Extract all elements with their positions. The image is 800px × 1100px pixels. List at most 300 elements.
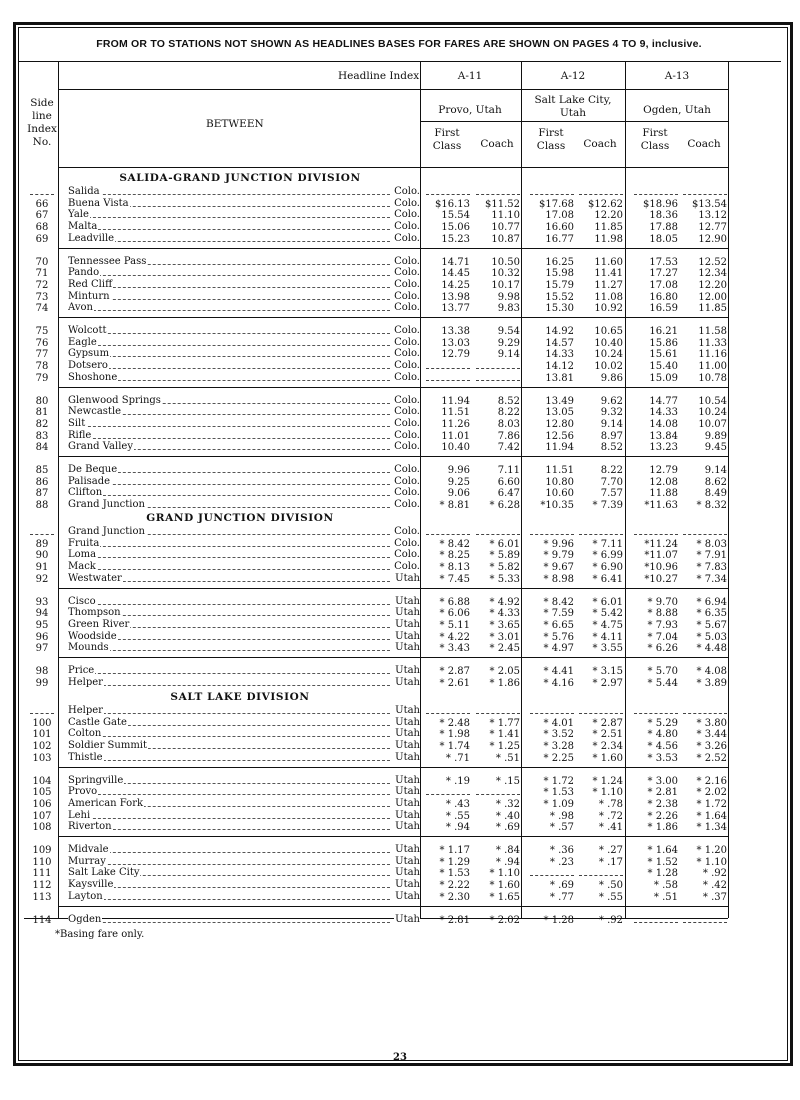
blank-fare-dash [426,713,470,714]
station-name: Mounds [68,642,109,654]
blank-index-dash [30,713,54,714]
station-row [68,395,420,406]
side-line-index: 79 [35,372,49,384]
blank-fare-dash [579,194,623,195]
block-rule [58,836,728,837]
station-state: Utah [395,867,420,879]
station-state: Utah [395,774,420,786]
first-class-fare: * 4.01 [543,717,574,729]
station-row [68,867,420,878]
station-name: Wolcott [68,325,107,336]
first-class-fare: 14.25 [441,279,470,291]
side-line-index: 102 [32,741,52,753]
first-class-fare: 16.25 [545,256,574,268]
coach-fare: 11.41 [594,268,623,280]
coach-fare: 9.14 [600,418,623,430]
leader-dots [68,852,390,853]
first-class-fare: * 2.25 [543,752,574,764]
first-class-fare: * 7.59 [543,608,574,620]
station-row [68,856,420,867]
station-name: Provo [68,786,98,798]
group-place-ogden: Ogden, Utah [643,104,711,116]
station-state: Colo. [394,336,420,348]
leader-dots [68,794,390,795]
coach-fare: * .51 [495,752,520,764]
coach-fare: * .40 [495,810,520,822]
blank-fare-dash [476,794,520,795]
coach-fare: * 2.05 [489,666,520,677]
station-state: Colo. [394,417,420,429]
coach-fare: * 3.01 [489,631,520,643]
side-line-index: 71 [35,268,49,280]
station-row [68,642,420,653]
first-class-fare: 16.77 [545,233,574,245]
side-line-index: 105 [32,787,52,799]
coach-fare: * 2.02 [696,787,727,799]
first-class-fare: * 6.88 [439,596,470,608]
first-class-fare: * .94 [445,822,470,834]
station-name: Glenwood Springs [68,394,161,406]
station-row [68,810,420,821]
station-row [68,891,420,902]
block-rule [58,588,728,589]
station-name: Loma [68,549,97,561]
coach-fare: * 4.75 [592,619,623,631]
first-class-label: First Class [432,127,462,152]
coach-fare: 11.60 [594,256,623,268]
first-class-fare: 14.33 [545,349,574,361]
station-name: Tennessee Pass [68,255,147,267]
coach-fare: * 6.90 [592,562,623,574]
coach-fare: 8.52 [497,395,520,407]
first-class-fare: * 1.17 [439,845,470,856]
leader-dots [68,495,390,496]
coach-fare: * 8.32 [696,500,727,512]
coach-fare: * 4.92 [489,596,520,608]
coach-fare: * .78 [598,798,623,810]
first-class-fare: * 1.86 [647,822,678,834]
coach-fare: * .55 [598,891,623,903]
block-rule [58,657,728,658]
blank-fare-dash [634,713,678,714]
station-name: Helper [68,676,103,688]
first-class-fare: * 8.98 [543,573,574,585]
coach-fare: * 1.65 [489,891,520,903]
station-name: Clifton [68,487,103,499]
side-line-index: 78 [35,361,49,373]
first-class-fare: * 2.48 [439,717,470,729]
side-line-index: 110 [32,856,52,868]
coach-fare: * 1.77 [489,717,520,729]
side-line-index: 82 [35,418,49,430]
first-class-fare: 12.79 [441,349,470,361]
first-class-fare: 13.81 [545,372,574,384]
leader-dots [68,736,390,737]
leader-dots [68,310,390,311]
blank-fare-dash [683,194,727,195]
station-row [68,879,420,890]
station-row [68,372,420,383]
coach-fare: * .27 [598,845,623,856]
first-class-fare: 17.27 [649,268,678,280]
coach-fare: * .17 [598,856,623,868]
station-state: Utah [395,740,420,752]
first-class-fare: * 3.28 [543,741,574,753]
station-name: Silt [68,417,86,429]
side-line-index: 87 [35,488,49,500]
coach-fare: 9.83 [497,303,520,315]
first-class-fare: * 1.29 [439,856,470,868]
leader-dots [68,604,390,605]
first-class-fare: * 1.53 [543,787,574,799]
coach-fare: * 6.01 [489,538,520,550]
coach-fare: 9.32 [600,407,623,419]
first-class-fare: * 6.65 [543,619,574,631]
first-class-fare: 16.60 [545,222,574,234]
station-state: Utah [395,809,420,821]
station-row [68,526,420,537]
first-class-fare: 13.38 [441,326,470,337]
station-state: Colo. [394,429,420,441]
station-state: Colo. [394,348,420,360]
first-class-fare: * 9.96 [543,538,574,550]
first-class-fare: 12.56 [545,430,574,442]
first-class-fare: 13.03 [441,337,470,349]
blank-fare-dash [426,534,470,535]
coach-fare: * 4.11 [592,631,623,643]
station-row [68,476,420,487]
first-class-fare: 15.09 [649,372,678,384]
first-class-fare: * 1.53 [439,868,470,880]
coach-fare: * 2.34 [592,741,623,753]
side-line-index: 106 [32,798,52,810]
coach-fare: 6.60 [497,476,520,488]
station-row [68,302,420,313]
first-class-fare: 15.79 [545,279,574,291]
side-line-index: 76 [35,337,49,349]
first-class-fare: * .55 [445,810,470,822]
first-class-fare: $16.13 [435,198,470,210]
station-row [68,705,420,716]
first-class-fare: 15.54 [441,210,470,222]
coach-fare: * 3.26 [696,741,727,753]
first-class-fare: * 2.87 [439,666,470,677]
station-state: Utah [395,642,420,654]
station-row [68,233,420,244]
station-row [68,198,420,209]
blank-fare-dash [530,713,574,714]
group-code-a13: A-13 [664,70,690,82]
station-state: Colo. [394,537,420,549]
station-name: Buena Vista [68,197,129,209]
station-name: Yale [68,209,89,221]
first-class-fare: 11.26 [441,418,470,430]
station-row [68,221,420,232]
station-row [68,596,420,607]
station-row [68,631,420,642]
coach-fare: 12.77 [698,222,727,234]
side-line-index: 85 [35,465,49,476]
first-class-fare: * 2.26 [647,810,678,822]
station-state: Colo. [394,371,420,383]
first-class-fare: * .19 [445,775,470,787]
first-class-fare: 15.98 [545,268,574,280]
block-rule [58,767,728,768]
station-state: Utah [395,595,420,607]
side-line-index: 67 [35,210,49,222]
coach-fare: * 1.60 [489,880,520,892]
station-row [68,325,420,336]
first-class-fare: * 2.81 [439,914,470,926]
coach-fare: 10.07 [698,418,727,430]
first-class-fare: * 4.97 [543,643,574,655]
coach-fare: 11.98 [594,233,623,245]
between-label: BETWEEN [206,118,264,130]
station-row [68,573,420,584]
coach-fare: 7.42 [497,442,520,454]
coach-fare: * .92 [702,868,727,880]
station-name: Springville [68,774,124,786]
division-title: SALIDA-GRAND JUNCTION DIVISION [119,172,361,184]
station-row [68,348,420,359]
station-name: Grand Junction [68,499,145,511]
leader-dots [68,569,390,570]
blank-fare-dash [634,922,678,923]
side-line-index: 98 [35,666,49,677]
first-class-fare: 14.77 [649,395,678,407]
first-class-fare: * 2.30 [439,891,470,903]
coach-fare: * 1.86 [489,677,520,689]
first-class-fare: 14.08 [649,418,678,430]
coach-fare: 8.52 [600,442,623,454]
station-name: Soldier Summit [68,740,148,752]
coach-fare: * .37 [702,891,727,903]
station-name: Price [68,665,95,676]
first-class-fare: * 1.28 [543,914,574,926]
first-class-fare: 16.59 [649,303,678,315]
coach-fare: 10.32 [491,268,520,280]
first-class-fare: 13.49 [545,395,574,407]
first-class-fare: 9.25 [447,476,470,488]
first-class-fare: * .98 [549,810,574,822]
coach-fare: 7.57 [600,488,623,500]
station-state: Colo. [394,561,420,573]
side-line-index: 91 [35,562,49,574]
first-class-fare: * .36 [549,845,574,856]
coach-fare: * 5.42 [592,608,623,620]
first-class-fare: 15.30 [545,303,574,315]
station-name: Cisco [68,595,96,607]
coach-fare: * .84 [495,845,520,856]
first-class-fare: 14.57 [545,337,574,349]
station-state: Utah [395,630,420,642]
station-row [68,538,420,549]
coach-fare: 10.78 [698,372,727,384]
coach-fare: * 3.55 [592,643,623,655]
blank-fare-dash [579,534,623,535]
coach-fare: * 1.64 [696,810,727,822]
coach-fare: * 3.89 [696,677,727,689]
station-row [68,337,420,348]
side-line-index: 93 [35,596,49,608]
station-state: Colo. [394,487,420,499]
side-line-index: 111 [32,868,52,880]
coach-fare: 12.34 [698,268,727,280]
blank-index-dash [30,194,54,195]
group-place-provo: Provo, Utah [438,104,502,116]
coach-fare: * 5.33 [489,573,520,585]
coach-fare: 6.47 [497,488,520,500]
group-code-a12: A-12 [560,70,586,82]
station-state: Colo. [394,290,420,302]
page-number: 23 [393,1052,407,1063]
station-name: Colton [68,728,102,740]
station-state: Colo. [394,267,420,279]
station-name: Pando [68,267,100,279]
first-class-fare: 17.08 [545,210,574,222]
side-line-index: 68 [35,222,49,234]
coach-fare: * 4.08 [696,666,727,677]
station-name: Thompson [68,607,121,619]
leader-dots [68,333,390,334]
first-class-fare: * .77 [549,891,574,903]
coach-label: Coach [583,138,617,150]
coach-fare: * 3.15 [592,666,623,677]
leader-dots [68,229,390,230]
blank-index-dash [30,534,54,535]
coach-fare: 7.70 [600,476,623,488]
coach-fare: * 1.10 [592,787,623,799]
station-state: Utah [395,572,420,584]
coach-fare: 10.92 [594,303,623,315]
coach-fare: * .32 [495,798,520,810]
station-row [68,291,420,302]
coach-fare: * 2.97 [592,677,623,689]
station-state: Colo. [394,255,420,267]
station-row [68,499,420,510]
station-row [68,717,420,728]
station-state: Colo. [394,360,420,372]
headline-index-label: Headline Index [338,70,420,82]
first-class-fare: * 6.06 [439,608,470,620]
first-class-fare: * 4.41 [543,666,574,677]
station-name: Salida [68,186,100,197]
division-title: GRAND JUNCTION DIVISION [146,512,334,524]
blank-fare-dash [530,534,574,535]
station-name: Westwater [68,572,122,584]
coach-fare: 10.54 [698,395,727,407]
station-row [68,844,420,855]
first-class-fare: * 3.52 [543,729,574,741]
coach-fare: 9.45 [704,442,727,454]
coach-fare: * 1.20 [696,845,727,856]
station-state: Utah [395,728,420,740]
first-class-fare: * .23 [549,856,574,868]
leader-dots [68,829,390,830]
station-state: Colo. [394,221,420,233]
coach-fare: * 1.10 [489,868,520,880]
coach-fare: * 5.67 [696,619,727,631]
side-line-index: 69 [35,233,49,245]
side-line-index: 88 [35,500,49,512]
leader-dots [68,217,390,218]
blank-fare-dash [426,368,470,369]
first-class-fare: 11.94 [441,395,470,407]
block-rule [58,906,728,907]
coach-fare: 12.20 [594,210,623,222]
coach-fare: 8.62 [704,476,727,488]
coach-fare: 10.24 [594,349,623,361]
coach-fare: 11.58 [698,326,727,337]
station-row [68,418,420,429]
station-row [68,728,420,739]
coach-fare: 9.86 [600,372,623,384]
station-name: Kaysville [68,879,114,891]
coach-fare: 11.08 [594,291,623,303]
leader-dots [68,887,390,888]
station-name: Woodside [68,630,117,642]
station-row [68,549,420,560]
leader-dots [68,241,390,242]
station-state: Colo. [394,302,420,314]
station-name: Gypsum [68,348,110,360]
coach-fare: 10.50 [491,256,520,268]
first-class-fare: 15.40 [649,361,678,373]
station-name: Murray [68,855,106,867]
leader-dots [68,426,390,427]
coach-fare: 10.40 [594,337,623,349]
first-class-fare: 14.92 [545,326,574,337]
station-name: Green River [68,618,130,630]
coach-fare: * 7.11 [592,538,623,550]
coach-fare: 9.14 [497,349,520,361]
station-name: Midvale [68,844,109,855]
side-line-index: 103 [32,752,52,764]
station-state: Utah [395,618,420,630]
station-name: Helper [68,705,103,716]
station-row [68,677,420,688]
block-rule [58,248,728,249]
coach-fare: 11.85 [594,222,623,234]
station-state: Utah [395,821,420,833]
first-class-fare: * .69 [549,880,574,892]
coach-fare: * 2.87 [592,717,623,729]
first-class-fare: * 4.56 [647,741,678,753]
first-class-fare: 17.88 [649,222,678,234]
first-class-fare: * 1.98 [439,729,470,741]
first-class-fare: * .51 [653,891,678,903]
first-class-fare: *10.35 [540,500,574,512]
coach-fare: * .41 [598,822,623,834]
first-class-fare: * .58 [653,880,678,892]
first-class-fare: *11.24 [644,538,678,550]
coach-fare: 9.98 [497,291,520,303]
leader-dots [68,899,390,900]
coach-fare: 10.17 [491,279,520,291]
side-line-index: 97 [35,643,49,655]
first-class-fare: * 7.04 [647,631,678,643]
side-line-index: 66 [35,198,49,210]
station-state: Colo. [394,209,420,221]
station-row [68,487,420,498]
coach-fare: 11.00 [698,361,727,373]
coach-fare: * 1.60 [592,752,623,764]
blank-fare-dash [530,875,574,876]
first-class-fare: 10.40 [441,442,470,454]
station-row [68,607,420,618]
coach-fare: * 7.34 [696,573,727,585]
station-row [68,821,420,832]
